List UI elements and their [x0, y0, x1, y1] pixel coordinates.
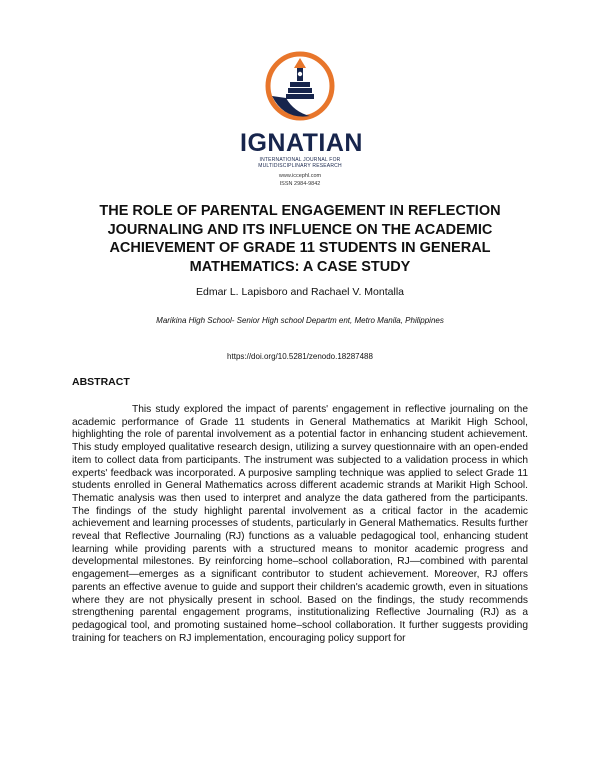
journal-url[interactable]: www.iccephl.com [278, 173, 322, 179]
abstract-text: This study explored the impact of parents' engagement in reflective journaling on the academic performance of Grade 11 students in General Mathematics at Marikit High School, highlighting the role of parental involvement as a potential factor in enhancing student achievement. This study employed qualitative research design, utilizing a survey questionnaire with an open-ended item to collect data from participants. The instrument was subjected to a validation process in which experts' feedback was incorporated. A purposive sampling technique was applied to select Grade 11 students enrolled in General Mathematics across different academic strands at Marikit High School. Thematic analysis was then used to interpret and analyze the data gathered from the participants. The findings of the study highlight parental involvement as a critical factor in the academic achievement and learning processes of students, particularly in General Mathematics. Results further reveal that Reflective Journaling (RJ) functions as a valuable pedagogical tool, enhancing student learning while providing parents with a structured means to monitor academic progress and developmental milestones. By reinforcing home–school collaboration, RJ—combined with parental engagement—emerges as a significant contributor to student achievement. Moreover, RJ offers parents an effective avenue to guide and support their children's academic growth, even in situations where they are not physically present in school. Based on the findings, the study recommends strengthening parental engagement programs, institutionalizing Reflective Journaling (RJ) as a pedagogical tool, and promoting sustained home–school collaboration. It further suggests providing training for teachers on RJ implementation, encouraging policy support for [72, 404, 528, 644]
journal-seal-icon [264, 46, 336, 130]
paper-affiliation: Marikina High School- Senior High school Departm ent, Metro Manila, Philippines [156, 316, 444, 325]
paper-doi-link[interactable]: https://doi.org/10.5281/zenodo.18287488 [227, 352, 373, 361]
journal-subtitle-line1: INTERNATIONAL JOURNAL FOR [259, 157, 341, 163]
paper-authors: Edmar L. Lapisboro and Rachael V. Montalla [196, 286, 404, 298]
journal-name: IGNATIAN [240, 129, 363, 157]
journal-subtitle [240, 157, 360, 169]
journal-issn: ISSN 2984-9842 [279, 181, 321, 187]
abstract-heading: ABSTRACT [72, 376, 130, 388]
paper-title: THE ROLE OF PARENTAL ENGAGEMENT IN REFLECTION JOURNALING AND ITS INFLUENCE ON THE ACADEMIC ACHIEVEMENT OF GRADE 11 STUDENTS IN GENERAL MATHEMATICS: A CASE STUDY [99, 203, 501, 275]
journal-logo [240, 46, 363, 192]
journal-subtitle-line2: MULTIDISCIPLINARY RESEARCH [258, 163, 342, 169]
